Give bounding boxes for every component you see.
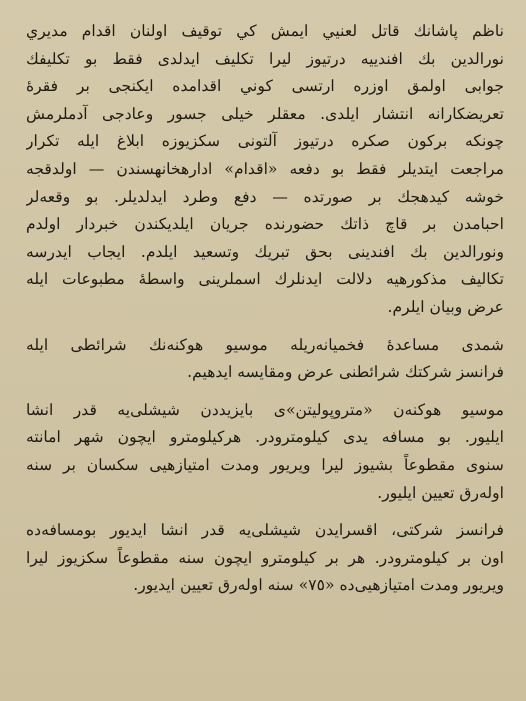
text-line: فرانسز شركتك شرائطنى عرض ومقايسه ايدهيم.: [187, 363, 504, 382]
text-line: اوله‌رق تعيين ايليور.: [377, 483, 504, 502]
text-line: تعريضكارانه انتشار ايلدى. معقلر خيلى جسور وعادجى آدملرمش: [26, 104, 504, 123]
paragraph-3: [26, 397, 504, 507]
text-line: فرانسز شركتى، اقسرايدن شيشلى‌يه قدر انشا ايديور بومسافه‌ده: [26, 521, 504, 540]
paragraph-2: [26, 332, 504, 387]
paragraph-4: [26, 517, 504, 600]
text-line: ايليور. بو مسافه يدى كيلومترودر. هركيلومترو ايچون شهر امانته: [26, 428, 504, 447]
text-line: موسيو هوكنه‌ن «متروپوليتن»ى بايزيددن شيشلى‌يه قدر انشا: [26, 400, 504, 419]
text-line: جوابى اولمق اوزره ارتسى كوني اقدامده ايكنجى بر فقرهٔ: [26, 77, 504, 96]
text-line: نورالدين بك افندييه درتيوز ليرا تكليف ايدلدى فقط بو تكليفك: [26, 49, 504, 68]
paragraph-1: [26, 18, 504, 322]
text-line: ويريور ومدت امتيازهيى‌ده «٧٥» سنه اوله‌رق تعيين ايديور.: [133, 576, 504, 595]
text-line: احبامدن بر قاچ ذاتك حضورنده جريان ايلديكندن خبردار اولدم: [26, 215, 504, 234]
text-line: مراجعت ايتديلر فقط بو دفعه «اقدام» ادارهخانهسندن — اولدقجه: [26, 159, 504, 178]
text-line: شمدى مساعدهٔ فخميانه‌ريله موسيو هوكنه‌نك شرائطى ايله: [26, 335, 504, 354]
text-line: سنوى مقطوعاً بشيوز ليرا ويريور ومدت امتيازهيى سكسان بر سنه: [26, 455, 504, 474]
text-line: عرض وبيان ايلرم.: [387, 297, 504, 316]
text-line: تكاليف مذكورهيه دلالت ايدنلرك اسملرينى واسطهٔ مطبوعات ايله: [26, 270, 504, 289]
text-line: اون بر كيلومترودر. هر بر كيلومترو ايچون سنه مقطوعاً سكزيوز ليرا: [26, 548, 504, 567]
text-line: ناظم پاشانك قاتل لعنيي ايمش كي توقيف اولنان اقدام مديري: [26, 22, 504, 40]
text-line: ونورالدين بك افندينى بحق تبريك وتسعيد ايلدم. ايجاب ايدرسه: [26, 242, 504, 261]
text-line: خوشه كيدهجك بر صورتده — دفع وطرد ايدلديلر. بو وقعه‌لر: [26, 187, 504, 206]
text-line: چونكه بركون صكره درتيوز آلتونى سكزيوزه ابلاغ ايله تكرار: [26, 132, 504, 151]
